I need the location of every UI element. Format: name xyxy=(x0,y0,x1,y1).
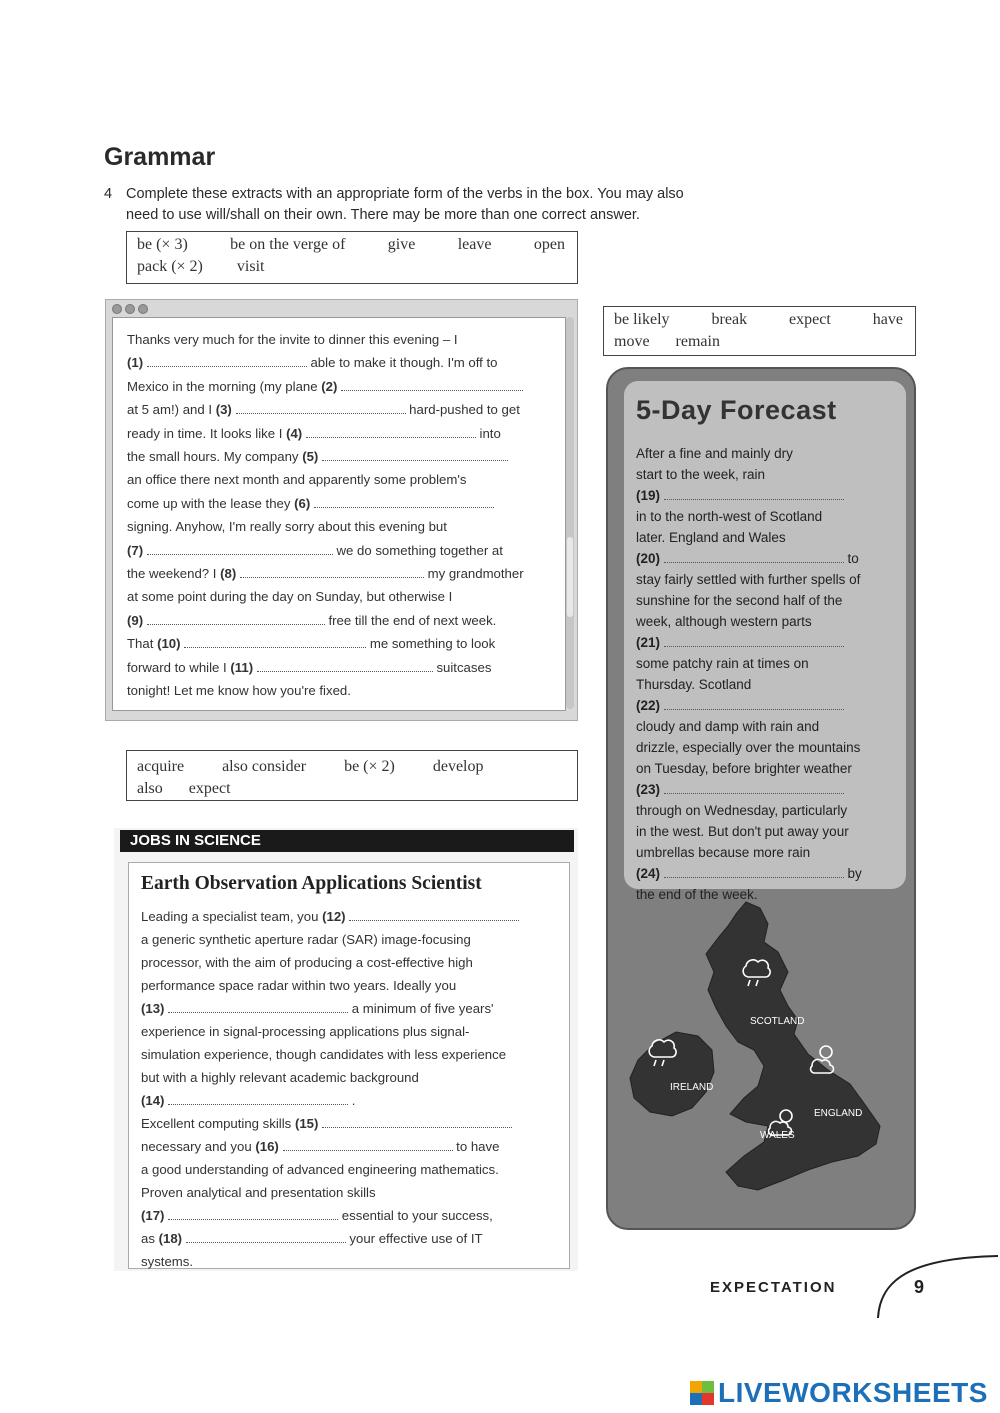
job-line: a generic synthetic aperture radar (SAR) image-focusing xyxy=(141,932,471,947)
forecast-line: umbrellas because more rain xyxy=(636,845,811,860)
jobs-advert xyxy=(114,828,578,1271)
gap-number: (3) xyxy=(215,402,232,418)
page-corner-curve xyxy=(870,1250,1000,1320)
job-line: systems. xyxy=(141,1254,194,1269)
forecast-line: week, although western parts xyxy=(636,614,812,629)
jobs-header-bar: JOBS IN SCIENCE xyxy=(120,830,574,852)
answer-gap-16[interactable] xyxy=(283,1138,453,1151)
forecast-line: stay fairly settled with further spells of xyxy=(636,572,861,587)
answer-gap-12[interactable] xyxy=(349,908,519,921)
email-line: my grandmother xyxy=(427,566,524,582)
uk-weather-map xyxy=(618,894,908,1214)
email-line: at 5 am!) and I xyxy=(127,402,213,418)
page-title: Grammar xyxy=(104,143,216,171)
email-body xyxy=(112,317,566,711)
gap-number: (23) xyxy=(636,782,661,797)
answer-gap-19[interactable] xyxy=(664,487,844,500)
gap-number: (22) xyxy=(636,698,661,713)
gap-number: (24) xyxy=(636,866,661,881)
answer-gap-4[interactable] xyxy=(306,425,476,438)
email-line: able to make it though. I'm off to xyxy=(310,355,498,371)
forecast-line: cloudy and damp with rain and xyxy=(636,719,820,734)
verb-give: give xyxy=(387,236,416,253)
email-line: come up with the lease they xyxy=(127,495,291,511)
answer-gap-7[interactable] xyxy=(147,542,333,555)
forecast-line: After a fine and mainly dry xyxy=(636,446,793,461)
verb-also: also xyxy=(137,780,163,797)
forecast-line: some patchy rain at times on xyxy=(636,656,809,671)
job-line: a good understanding of advanced engineering mathematics. xyxy=(141,1162,499,1177)
job-line: your effective use of IT xyxy=(349,1231,483,1246)
gap-number: (8) xyxy=(220,566,237,582)
verb-expect: expect xyxy=(789,311,831,328)
forecast-text-panel xyxy=(624,381,906,902)
gap-number: (7) xyxy=(127,542,144,558)
window-controls xyxy=(112,304,148,314)
job-line: performance space radar within two years. Ideally you xyxy=(141,978,457,993)
forecast-line: in the west. But don't put away your xyxy=(636,824,849,839)
answer-gap-20[interactable] xyxy=(664,550,844,563)
job-text xyxy=(141,905,561,1273)
job-line: processor, with the aim of producing a cost-effective high xyxy=(141,955,473,970)
answer-gap-9[interactable] xyxy=(147,612,325,625)
job-line: Proven analytical and presentation skills xyxy=(141,1185,376,1200)
scrollbar-thumb[interactable] xyxy=(567,537,573,617)
verb-have: have xyxy=(872,311,903,328)
email-line: the weekend? I xyxy=(127,566,217,582)
email-line: Thanks very much for the invite to dinner this evening – I xyxy=(127,332,458,347)
job-line: . xyxy=(351,1093,356,1108)
answer-gap-18[interactable] xyxy=(186,1230,346,1243)
job-line: to have xyxy=(456,1139,500,1154)
forecast-line: later. England and Wales xyxy=(636,530,786,545)
forecast-line: to xyxy=(847,551,859,566)
job-card xyxy=(128,862,570,1269)
forecast-line: drizzle, especially over the mountains xyxy=(636,740,861,755)
verb-be-x3: be (× 3) xyxy=(137,236,188,253)
answer-gap-24[interactable] xyxy=(664,865,844,878)
gap-number: (17) xyxy=(141,1208,165,1223)
answer-gap-23[interactable] xyxy=(664,781,844,794)
verb-develop: develop xyxy=(432,758,484,775)
answer-gap-15[interactable] xyxy=(322,1115,512,1128)
unit-title: EXPECTATION xyxy=(710,1279,837,1296)
exercise-instruction xyxy=(104,184,744,226)
forecast-panel xyxy=(606,367,916,1230)
email-scrollbar[interactable] xyxy=(566,317,574,709)
email-line: signing. Anyhow, I'm really sorry about this evening but xyxy=(127,519,447,535)
email-line: we do something together at xyxy=(336,542,503,558)
great-britain-shape xyxy=(706,902,880,1190)
forecast-line: sunshine for the second half of the xyxy=(636,593,843,608)
answer-gap-13[interactable] xyxy=(168,1000,348,1013)
gap-number: (16) xyxy=(255,1139,279,1154)
answer-gap-1[interactable] xyxy=(147,354,307,367)
email-line: an office there next month and apparently some problem's xyxy=(127,472,467,488)
job-line: experience in signal-processing applications plus signal- xyxy=(141,1024,470,1039)
answer-gap-10[interactable] xyxy=(184,635,366,648)
exercise-number: 4 xyxy=(104,186,113,202)
gap-number: (14) xyxy=(141,1093,165,1108)
verb-be-likely: be likely xyxy=(614,311,670,328)
email-text xyxy=(127,328,557,703)
forecast-line: start to the week, rain xyxy=(636,467,766,482)
verb-also-consider: also consider xyxy=(222,758,307,775)
window-dot-icon xyxy=(138,304,148,314)
verb-be-on-the-verge-of: be on the verge of xyxy=(230,236,346,253)
verb-box-jobs xyxy=(126,750,578,801)
answer-gap-17[interactable] xyxy=(168,1207,338,1220)
gap-number: (20) xyxy=(636,551,661,566)
verb-leave: leave xyxy=(457,236,492,253)
verb-move: move xyxy=(614,333,650,350)
gap-number: (21) xyxy=(636,635,661,650)
page-number: 9 xyxy=(914,1277,925,1297)
gap-number: (15) xyxy=(294,1116,319,1131)
gap-number: (5) xyxy=(302,449,319,465)
email-window xyxy=(105,299,578,721)
gap-number: (12) xyxy=(322,909,346,924)
instruction-line-2: need to use will/shall on their own. There may be more than one correct answer. xyxy=(126,207,640,223)
email-line: tonight! Let me know how you're fixed. xyxy=(127,683,351,699)
answer-gap-22[interactable] xyxy=(664,697,844,710)
answer-gap-5[interactable] xyxy=(322,448,508,461)
email-line: into xyxy=(479,425,501,441)
gap-number: (13) xyxy=(141,1001,165,1016)
logo-wordmark: LIVEWORKSHEETS xyxy=(718,1377,988,1408)
ireland-shape xyxy=(630,1032,714,1116)
answer-gap-21[interactable] xyxy=(664,634,844,647)
email-line: free till the end of next week. xyxy=(328,612,497,628)
verb-break: break xyxy=(711,311,748,328)
verb-open: open xyxy=(533,236,565,253)
job-title: Earth Observation Applications Scientist xyxy=(141,873,482,894)
gap-number: (4) xyxy=(286,425,303,441)
email-line: That xyxy=(127,636,154,652)
window-dot-icon xyxy=(125,304,135,314)
verb-remain: remain xyxy=(675,333,720,350)
gap-number: (6) xyxy=(294,495,311,511)
email-line: Mexico in the morning (my plane xyxy=(127,378,318,394)
email-line: at some point during the day on Sunday, but otherwise I xyxy=(127,589,453,605)
answer-gap-8[interactable] xyxy=(240,565,424,578)
gap-number: (10) xyxy=(157,636,181,652)
forecast-line: through on Wednesday, particularly xyxy=(636,803,848,818)
job-line: Leading a specialist team, you xyxy=(141,909,319,924)
forecast-line: by xyxy=(847,866,862,881)
email-line: suitcases xyxy=(436,659,492,675)
email-line: hard-pushed to get xyxy=(409,402,520,418)
window-dot-icon xyxy=(112,304,122,314)
answer-gap-11[interactable] xyxy=(257,659,433,672)
email-line: ready in time. It looks like I xyxy=(127,425,283,441)
gap-number: (2) xyxy=(321,378,338,394)
verb-be-x2: be (× 2) xyxy=(344,758,395,775)
job-line: essential to your success, xyxy=(341,1208,493,1223)
gap-number: (9) xyxy=(127,612,144,628)
forecast-line: Thursday. Scotland xyxy=(636,677,752,692)
job-line: necessary and you xyxy=(141,1139,252,1154)
verb-box-forecast xyxy=(603,306,916,356)
liveworksheets-logo xyxy=(690,1377,988,1409)
forecast-line: the end of the week. xyxy=(636,887,758,902)
email-line: forward to while I xyxy=(127,659,227,675)
job-line: Excellent computing skills xyxy=(141,1116,292,1131)
label-wales: WALES xyxy=(760,1130,795,1141)
verb-visit: visit xyxy=(236,258,265,275)
gap-number: (1) xyxy=(127,355,144,371)
verb-expect: expect xyxy=(188,780,231,797)
verb-pack-x2: pack (× 2) xyxy=(137,258,203,275)
gap-number: (19) xyxy=(636,488,661,503)
forecast-title: 5-Day Forecast xyxy=(636,395,837,425)
label-scotland: SCOTLAND xyxy=(750,1016,805,1027)
email-line: me something to look xyxy=(369,636,496,652)
forecast-line: on Tuesday, before brighter weather xyxy=(636,761,852,776)
instruction-line-1: Complete these extracts with an appropriate form of the verbs in the box. You may also xyxy=(126,186,684,202)
job-line: but with a highly relevant academic background xyxy=(141,1070,419,1085)
forecast-text xyxy=(636,443,904,905)
email-line: the small hours. My company xyxy=(127,449,299,465)
answer-gap-2[interactable] xyxy=(341,378,523,391)
job-line: a minimum of five years' xyxy=(351,1001,494,1016)
verb-acquire: acquire xyxy=(137,758,185,775)
gap-number: (11) xyxy=(230,659,254,675)
forecast-line: in to the north-west of Scotland xyxy=(636,509,823,524)
label-ireland: IRELAND xyxy=(670,1082,714,1093)
label-england: ENGLAND xyxy=(814,1108,863,1119)
verb-box-email xyxy=(126,231,578,284)
answer-gap-3[interactable] xyxy=(236,401,406,414)
answer-gap-6[interactable] xyxy=(314,495,494,508)
logo-grid-icon xyxy=(690,1381,714,1405)
gap-number: (18) xyxy=(158,1231,183,1246)
job-line: as xyxy=(141,1231,155,1246)
job-line: simulation experience, though candidates with less experience xyxy=(141,1047,507,1062)
answer-gap-14[interactable] xyxy=(168,1092,348,1105)
